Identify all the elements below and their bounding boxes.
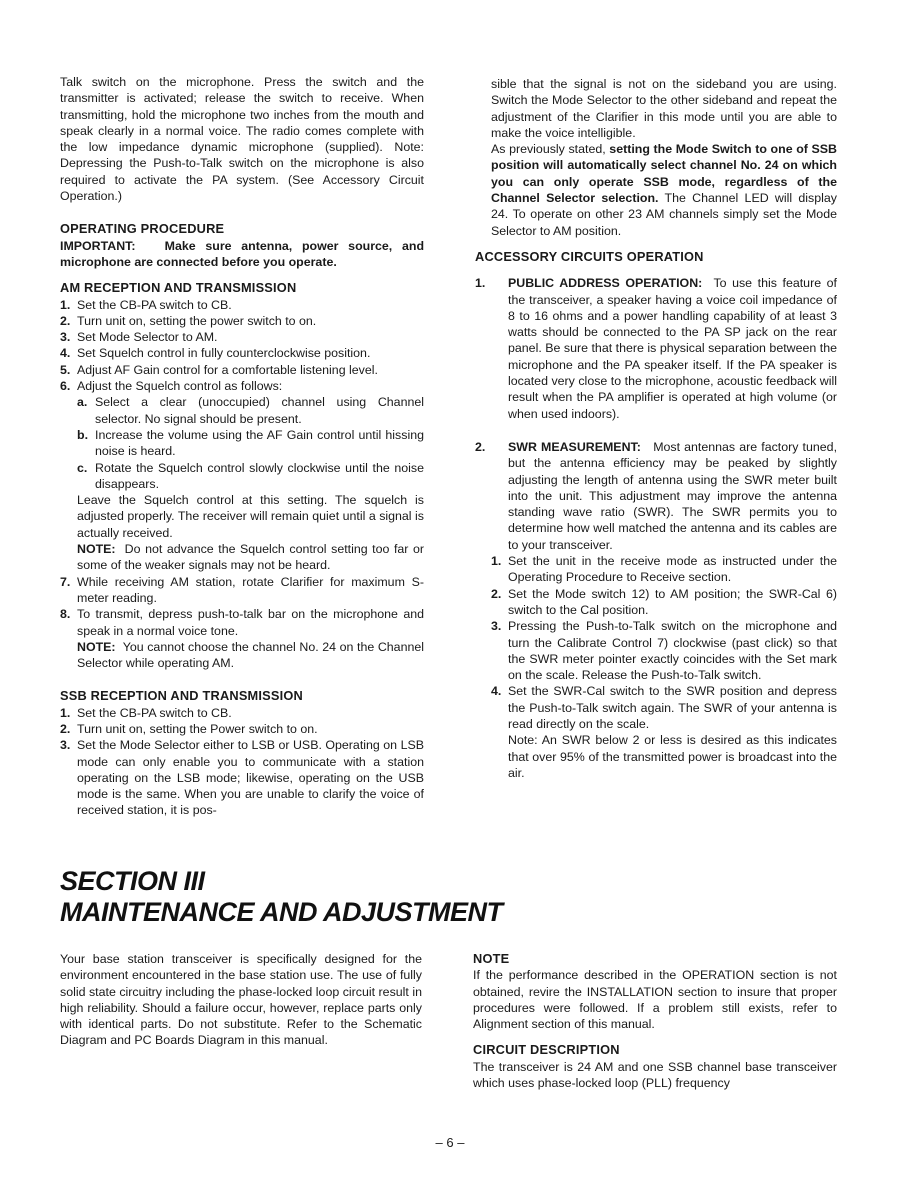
list-item: 1. Set the CB-PA switch to CB. bbox=[60, 705, 232, 720]
ssb-continuation: sible that the signal is not on the sideband you are using. Switch the Mode Selector to the other sideband and repeat the adjustment of the Clarifier in this mode until you are able to make the voice intelligible. bbox=[491, 77, 837, 140]
section-number: SECTION III bbox=[60, 866, 205, 896]
ssb-steps-list bbox=[60, 705, 424, 819]
list-item: 6. Adjust the Squelch control as follows: a. Select a clear (unoccupied) channel using Channel selector. No signal should be present. b. Increase the volume using the AF Gain control until hissing noise is heard. c. Rotate the Squelch control slowly clockwise until the noise disappears. Leave the Squelch control at this setting. The squelch is adjusted properly. The receiver will remain quiet until a signal is actually received. NOTE: Do not advance the Squelch control setting too far or some of the weaker signals may not be heard. bbox=[60, 379, 424, 573]
list-item: 2. SWR MEASUREMENT: Most antennas are factory tuned, but the antenna efficiency may be peaked by slightly adjusting the length of antenna using the SWR meter built into the unit. This adjustment may improve the antenna standing wave ratio (SWR). The SWR permits you to determine how well matched the antenna and its cables are to your transceiver. 1. Set the unit in the receive mode as instructed under the Operating Procedure to Receive section. 2. Set the Mode switch 12) to AM position; the SWR-Cal 6) switch to the Cal position. 3. Pressing the Push-to-Talk switch on the microphone and turn the Calibrate Control 7) clockwise (past click) so that the SWR meter pointer exactly coincides with the Set mark on the scale. Release the Push-to-Talk switch. 4. Set the SWR-Cal switch to the SWR position and depress the Push-to-Talk switch again. The SWR of your antenna is read directly on the scale. Note: An SWR below 2 or less is desired as this indicates that over 95% of the transmitted power is broadcast into the air. bbox=[475, 439, 838, 780]
list-item: c. Rotate the Squelch control slowly clockwise until the noise disappears. bbox=[77, 460, 424, 491]
list-item: 8. To transmit, depress push-to-talk bar on the microphone and speak in a normal voice tone. NOTE: You cannot choose the channel No. 24 on the Channel Selector while operating AM. bbox=[60, 607, 424, 671]
list-item: 2. Turn unit on, setting the power switch to on. bbox=[60, 313, 317, 328]
circuit-description-paragraph: The transceiver is 24 AM and one SSB channel base transceiver which uses phase-locked loop (PLL) frequency bbox=[473, 1059, 837, 1091]
important-notice bbox=[60, 238, 424, 271]
list-item: b. Increase the volume using the AF Gain control until hissing noise is heard. bbox=[77, 427, 424, 459]
list-item: 2. Set the Mode switch 12) to AM position; the SWR-Cal 6) switch to the Cal position. bbox=[491, 586, 837, 617]
step8-note: NOTE: You cannot choose the channel No. 24 on the Channel Selector while operating AM. bbox=[77, 639, 424, 671]
right-column-operation bbox=[475, 76, 838, 781]
note-paragraph: If the performance described in the OPERATION section is not obtained, revire the INSTALLATION section to insure that proper procedures were followed. If a problem still exists, refer to Alignment section of this manual. bbox=[473, 968, 837, 1032]
list-item: 3. Set the Mode Selector either to LSB or USB. Operating on LSB mode can only enable you to communicate with a station operating on the LSB mode; likewise, operating on the USB mode is the same. When you are unable to clarify the voice of received station, it is pos- bbox=[60, 738, 424, 818]
important-text: Make sure antenna, power source, and microphone are connected before you operate. bbox=[60, 238, 425, 269]
list-item: 3. Pressing the Push-to-Talk switch on the microphone and turn the Calibrate Control 7) clockwise (past click) so that the SWR meter pointer exactly coincides with the Set mark on the scale. Release the Push-to-Talk switch. bbox=[491, 619, 837, 683]
list-item: 1. Set the unit in the receive mode as instructed under the Operating Procedure to Receive section. bbox=[491, 554, 837, 585]
squelch-leave-text: Leave the Squelch control at this setting. The squelch is adjusted properly. The receiver will remain quiet until a signal is actually received. bbox=[77, 493, 424, 540]
maintenance-right bbox=[473, 951, 837, 1091]
maintenance-paragraph: Your base station transceiver is specifically designed for the environment encountered in the base station use. The use of fully solid state circuitry including the phase-locked loop circuit result in high reliability. Should a failure occur, however, replace parts only with identical parts. Do not substitute. Refer to the Schematic Diagram and PC Boards Diagram in this manual. bbox=[60, 952, 422, 1048]
maintenance-intro bbox=[60, 951, 422, 1049]
operating-procedure-heading: OPERATING PROCEDURE bbox=[60, 221, 225, 237]
mode-switch-note: As previously stated, setting the Mode Switch to one of SSB position will automatically select channel No. 24 on which you can only operate SSB mode, regardless of the Channel Selector selection. The Channel LED will display 24. To operate on other 23 AM channels simply set the Mode Selector to AM position. bbox=[491, 142, 837, 238]
left-column-operation bbox=[60, 74, 424, 819]
ssb-heading: SSB RECEPTION AND TRANSMISSION bbox=[60, 688, 303, 704]
am-steps-list bbox=[60, 297, 424, 672]
list-item: a. Select a clear (unoccupied) channel using Channel selector. No signal should be present. bbox=[77, 395, 424, 426]
circuit-description-heading: CIRCUIT DESCRIPTION bbox=[473, 1042, 620, 1058]
section-heading bbox=[60, 866, 503, 928]
swr-steps-list bbox=[491, 553, 837, 781]
list-item: 1. Set the CB-PA switch to CB. bbox=[60, 297, 232, 312]
note-heading: NOTE bbox=[473, 951, 510, 966]
squelch-substeps bbox=[60, 394, 424, 492]
list-item: 1. PUBLIC ADDRESS OPERATION: To use this feature of the transceiver, a speaker having a voice coil impedance of 8 to 16 ohms and a power handling capability of at least 3 watts should be connected to the PA SP jack on the rear panel. Be sure that there is physical separation between the microphone and the PA speaker itself. If the PA speaker is located very close to the microphone, acoustic feedback will result when the PA amplifier is operated at high volume (or when used indoors). bbox=[475, 276, 838, 421]
list-item: 4. Set Squelch control in fully counterclockwise position. bbox=[60, 346, 371, 361]
am-heading: AM RECEPTION AND TRANSMISSION bbox=[60, 280, 297, 296]
accessory-heading: ACCESSORY CIRCUITS OPERATION bbox=[475, 248, 704, 264]
intro-paragraph: Talk switch on the microphone. Press the switch and the transmitter is activated; release the switch to receive. When transmitting, hold the microphone two inches from the mouth and speak clearly in a normal voice. The radio comes complete with the low impedance dynamic microphone (supplied). Note: Depressing the Push-to-Talk switch on the microphone is also required to activate the PA system. (See Accessory Circuit Operation.) bbox=[60, 75, 424, 204]
list-item: 7. While receiving AM station, rotate Clarifier for maximum S-meter reading. bbox=[60, 574, 424, 605]
list-item: 5. Adjust AF Gain control for a comfortable listening level. bbox=[60, 362, 378, 377]
list-item: 3. Set Mode Selector to AM. bbox=[60, 330, 218, 345]
swr-note: Note: An SWR below 2 or less is desired as this indicates that over 95% of the transmitted power is broadcast into the air. bbox=[508, 733, 837, 780]
page-number: – 6 – bbox=[435, 1135, 465, 1150]
accessory-list bbox=[475, 275, 838, 781]
list-item: 2. Turn unit on, setting the Power switch to on. bbox=[60, 721, 318, 736]
section-title: MAINTENANCE AND ADJUSTMENT bbox=[60, 897, 503, 927]
list-item: 4. Set the SWR-Cal switch to the SWR position and depress the Push-to-Talk switch again. The SWR of your antenna is read directly on the scale. Note: An SWR below 2 or less is desired as this indicates that over 95% of the transmitted power is broadcast into the air. bbox=[491, 684, 837, 780]
squelch-note: NOTE: Do not advance the Squelch control setting too far or some of the weaker signals may not be heard. bbox=[77, 542, 424, 573]
important-label: IMPORTANT: bbox=[60, 238, 136, 253]
